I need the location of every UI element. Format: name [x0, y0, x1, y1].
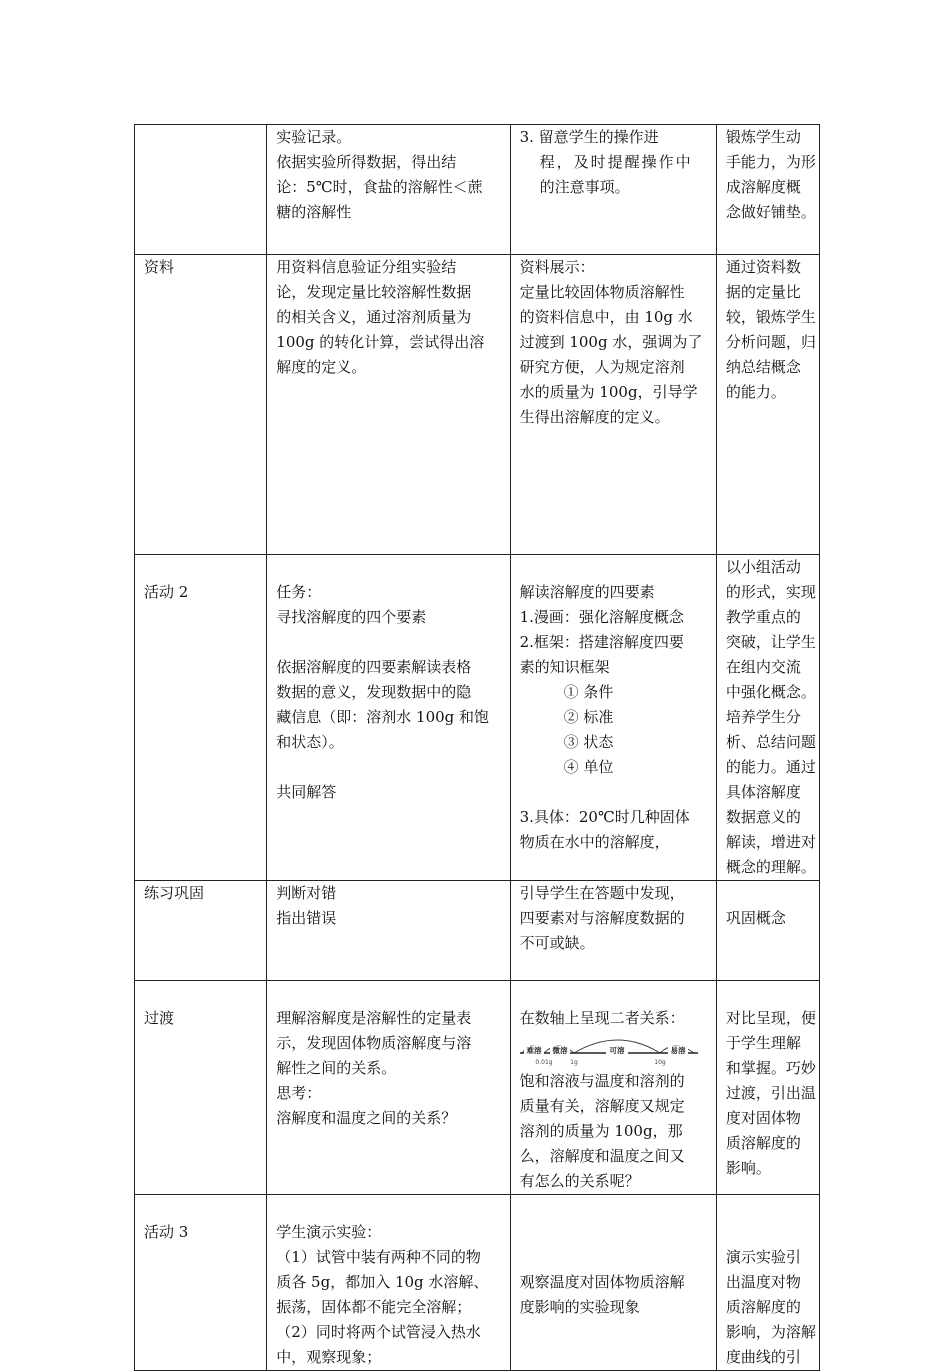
list-item: ④ 单位 [563, 758, 614, 776]
text-line: 纳总结概念 [725, 358, 801, 376]
text-line: 溶解度和温度之间的关系？ [276, 1109, 457, 1127]
text-line: 教学重点的 [725, 608, 801, 626]
text-line: 于学生理解 [725, 1034, 801, 1052]
text-line: 依据溶解度的四要素解读表格 [276, 658, 472, 676]
text-line: 藏信息（即：溶剂水 100g 和饱 [276, 708, 490, 726]
text-line: 巩固概念 [725, 909, 786, 927]
stage-label: 活动 2 [144, 583, 189, 601]
teacher-activity-cell [510, 125, 716, 255]
text-line: 的资料信息中，由 10g 水 [519, 308, 693, 326]
text-line: 和掌握。巧妙 [725, 1059, 816, 1077]
stage-cell [135, 555, 267, 881]
student-activity-cell [267, 981, 510, 1195]
text-line: 析、总结问题 [725, 733, 816, 751]
table-row-continuation [135, 125, 820, 255]
text-line: 在组内交流 [725, 658, 801, 676]
stage-cell [135, 881, 267, 981]
text-line: 中，观察现象； [276, 1348, 382, 1366]
text-line: 锻炼学生动 [725, 128, 801, 146]
axis-tick-label: 0.01g [534, 1059, 553, 1066]
table-row-huodong3 [135, 1195, 820, 1371]
list-item: ① 条件 [563, 683, 614, 701]
student-activity-cell [267, 255, 510, 555]
student-activity-cell [267, 125, 510, 255]
list-item: ③ 状态 [563, 733, 614, 751]
text-line: 中强化概念。 [725, 683, 816, 701]
text-line: 共同解答 [276, 783, 337, 801]
axis-segment-label: 可溶 [609, 1046, 625, 1055]
text-line: 数据的意义，发现数据中的隐 [276, 683, 472, 701]
table-row-lianxi [135, 881, 820, 981]
design-intent-cell [716, 125, 819, 255]
text-line: 水的质量为 100g，引导学 [519, 383, 698, 401]
text-line: 解度的定义。 [276, 358, 367, 376]
design-intent-cell [716, 981, 819, 1195]
text-line: 影响。 [725, 1159, 771, 1177]
axis-tick-label: 1g [569, 1059, 578, 1066]
text-line: 数据意义的 [725, 808, 801, 826]
text-line: 念做好铺垫。 [725, 203, 816, 221]
table-row-guodu [135, 981, 820, 1195]
solubility-number-axis [520, 1033, 698, 1067]
text-line: 饱和溶液与温度和溶剂的 [519, 1072, 685, 1090]
text-line: 用资料信息验证分组实验结 [276, 258, 457, 276]
text-line: 解读，增进对 [725, 833, 816, 851]
text-line: 四要素对与溶解度数据的 [519, 909, 685, 927]
text-line: 分析问题，归 [725, 333, 816, 351]
text-line: 100g 的转化计算，尝试得出溶 [276, 333, 485, 351]
text-line: 通过资料数 [725, 258, 801, 276]
stage-cell [135, 255, 267, 555]
text-line: 突破，让学生 [725, 633, 816, 651]
text-line: 不可或缺。 [519, 934, 595, 952]
axis-segment-label: 微溶 [552, 1046, 568, 1055]
text-line: 资料展示： [519, 258, 595, 276]
text-line: 指出错误 [276, 909, 337, 927]
text-line: 的注意事项。 [539, 178, 630, 196]
student-activity-cell [267, 881, 510, 981]
text-line: 寻找溶解度的四个要素 [276, 608, 427, 626]
text-line: 任务： [276, 583, 322, 601]
text-line: 引导学生在答题中发现， [519, 884, 685, 902]
text-line: 质溶解度的 [725, 1134, 801, 1152]
text-line: 论：5℃时，食盐的溶解性＜蔗 [276, 178, 483, 196]
stage-label: 活动 3 [144, 1223, 189, 1241]
text-line: 研究方便，人为规定溶剂 [519, 358, 685, 376]
text-line: 出温度对物 [725, 1273, 801, 1291]
table-row-ziliao [135, 255, 820, 555]
text-line: （2）同时将两个试管浸入热水 [276, 1323, 481, 1341]
stage-cell [135, 125, 267, 255]
text-line: 以小组活动 [725, 558, 801, 576]
text-line: 思考： [276, 1084, 322, 1102]
stage-cell [135, 1195, 267, 1371]
text-line: 1.漫画：强化溶解度概念 [519, 608, 684, 626]
text-line: 质量有关，溶解度又规定 [519, 1097, 685, 1115]
text-line: 质溶解度的 [725, 1298, 801, 1316]
text-line: 较，锻炼学生 [725, 308, 816, 326]
text-line: 学生演示实验： [276, 1223, 382, 1241]
stage-label: 过渡 [144, 1009, 175, 1027]
text-line: 的形式，实现 [725, 583, 816, 601]
text-line: 度对固体物 [725, 1109, 801, 1127]
text-line: 的能力。 [725, 383, 786, 401]
teacher-activity-cell [510, 1195, 716, 1371]
text-line: 3. 留意学生的操作进 [519, 128, 659, 146]
text-line: 素的知识框架 [519, 658, 610, 676]
text-line: 手能力，为形 [725, 153, 816, 171]
text-line: 过渡，引出温 [725, 1084, 816, 1102]
stage-cell [135, 981, 267, 1195]
text-line: 具体溶解度 [725, 783, 801, 801]
stage-label: 练习巩固 [144, 884, 205, 902]
text-line: 生得出溶解度的定义。 [519, 408, 670, 426]
teacher-activity-cell [510, 555, 716, 881]
student-activity-cell [267, 1195, 510, 1371]
axis-segment-label: 易溶 [670, 1046, 686, 1055]
text-line: 的能力。通过 [725, 758, 816, 776]
text-line: 物质在水中的溶解度， [519, 833, 670, 851]
text-line: 解读溶解度的四要素 [519, 583, 655, 601]
text-line: 判断对错 [276, 884, 337, 902]
text-line: 定量比较固体物质溶解性 [519, 283, 685, 301]
design-intent-cell [716, 255, 819, 555]
student-activity-cell [267, 555, 510, 881]
text-line: 振荡，固体都不能完全溶解； [276, 1298, 472, 1316]
text-line: （1）试管中装有两种不同的物 [276, 1248, 481, 1266]
teacher-activity-cell [510, 255, 716, 555]
text-line: 过渡到 100g 水，强调为了 [519, 333, 703, 351]
text-line: 示，发现固体物质溶解度与溶 [276, 1034, 472, 1052]
text-line: 成溶解度概 [725, 178, 801, 196]
text-line: 和状态）。 [276, 733, 344, 751]
text-line: 观察温度对固体物质溶解 [519, 1273, 685, 1291]
axis-segment-label: 难溶 [526, 1046, 542, 1055]
text-line: 质各 5g，都加入 10g 水溶解、 [276, 1273, 489, 1291]
list-item: ② 标准 [563, 708, 614, 726]
text-line: 糖的溶解性 [276, 203, 352, 221]
text-line: 度曲线的引 [725, 1348, 801, 1366]
text-line: 有怎么的关系呢？ [519, 1172, 640, 1190]
teacher-activity-cell [510, 881, 716, 981]
text-line: 据的定量比 [725, 283, 801, 301]
axis-tick-label: 10g [653, 1059, 666, 1066]
design-intent-cell [716, 1195, 819, 1371]
text-line: 2.框架：搭建溶解度四要 [519, 633, 684, 651]
text-line: 演示实验引 [725, 1248, 801, 1266]
text-line: 么，溶解度和温度之间又 [519, 1147, 685, 1165]
text-line: 理解溶解度是溶解性的定量表 [276, 1009, 472, 1027]
text-line: 溶剂的质量为 100g，那 [519, 1122, 683, 1140]
stage-label: 资料 [144, 258, 175, 276]
text-line: 对比呈现，便 [725, 1009, 816, 1027]
design-intent-cell [716, 881, 819, 981]
text-line: 影响，为溶解 [725, 1323, 816, 1341]
text-line: 实验记录。 [276, 128, 352, 146]
text-line: 解性之间的关系。 [276, 1059, 397, 1077]
text-line: 程，及时提醒操作中 [539, 153, 693, 171]
table-row-huodong2 [135, 555, 820, 881]
text-line: 培养学生分 [725, 708, 801, 726]
design-intent-cell [716, 555, 819, 881]
text-line: 3.具体：20℃时几种固体 [519, 808, 690, 826]
lesson-plan-table [134, 124, 820, 1371]
text-line: 依据实验所得数据，得出结 [276, 153, 457, 171]
text-line: 概念的理解。 [725, 858, 816, 876]
teacher-activity-cell [510, 981, 716, 1195]
text-line: 的相关含义，通过溶剂质量为 [276, 308, 472, 326]
text-line: 论，发现定量比较溶解性数据 [276, 283, 472, 301]
text-line: 度影响的实验现象 [519, 1298, 640, 1316]
text-line: 在数轴上呈现二者关系： [519, 1009, 685, 1027]
